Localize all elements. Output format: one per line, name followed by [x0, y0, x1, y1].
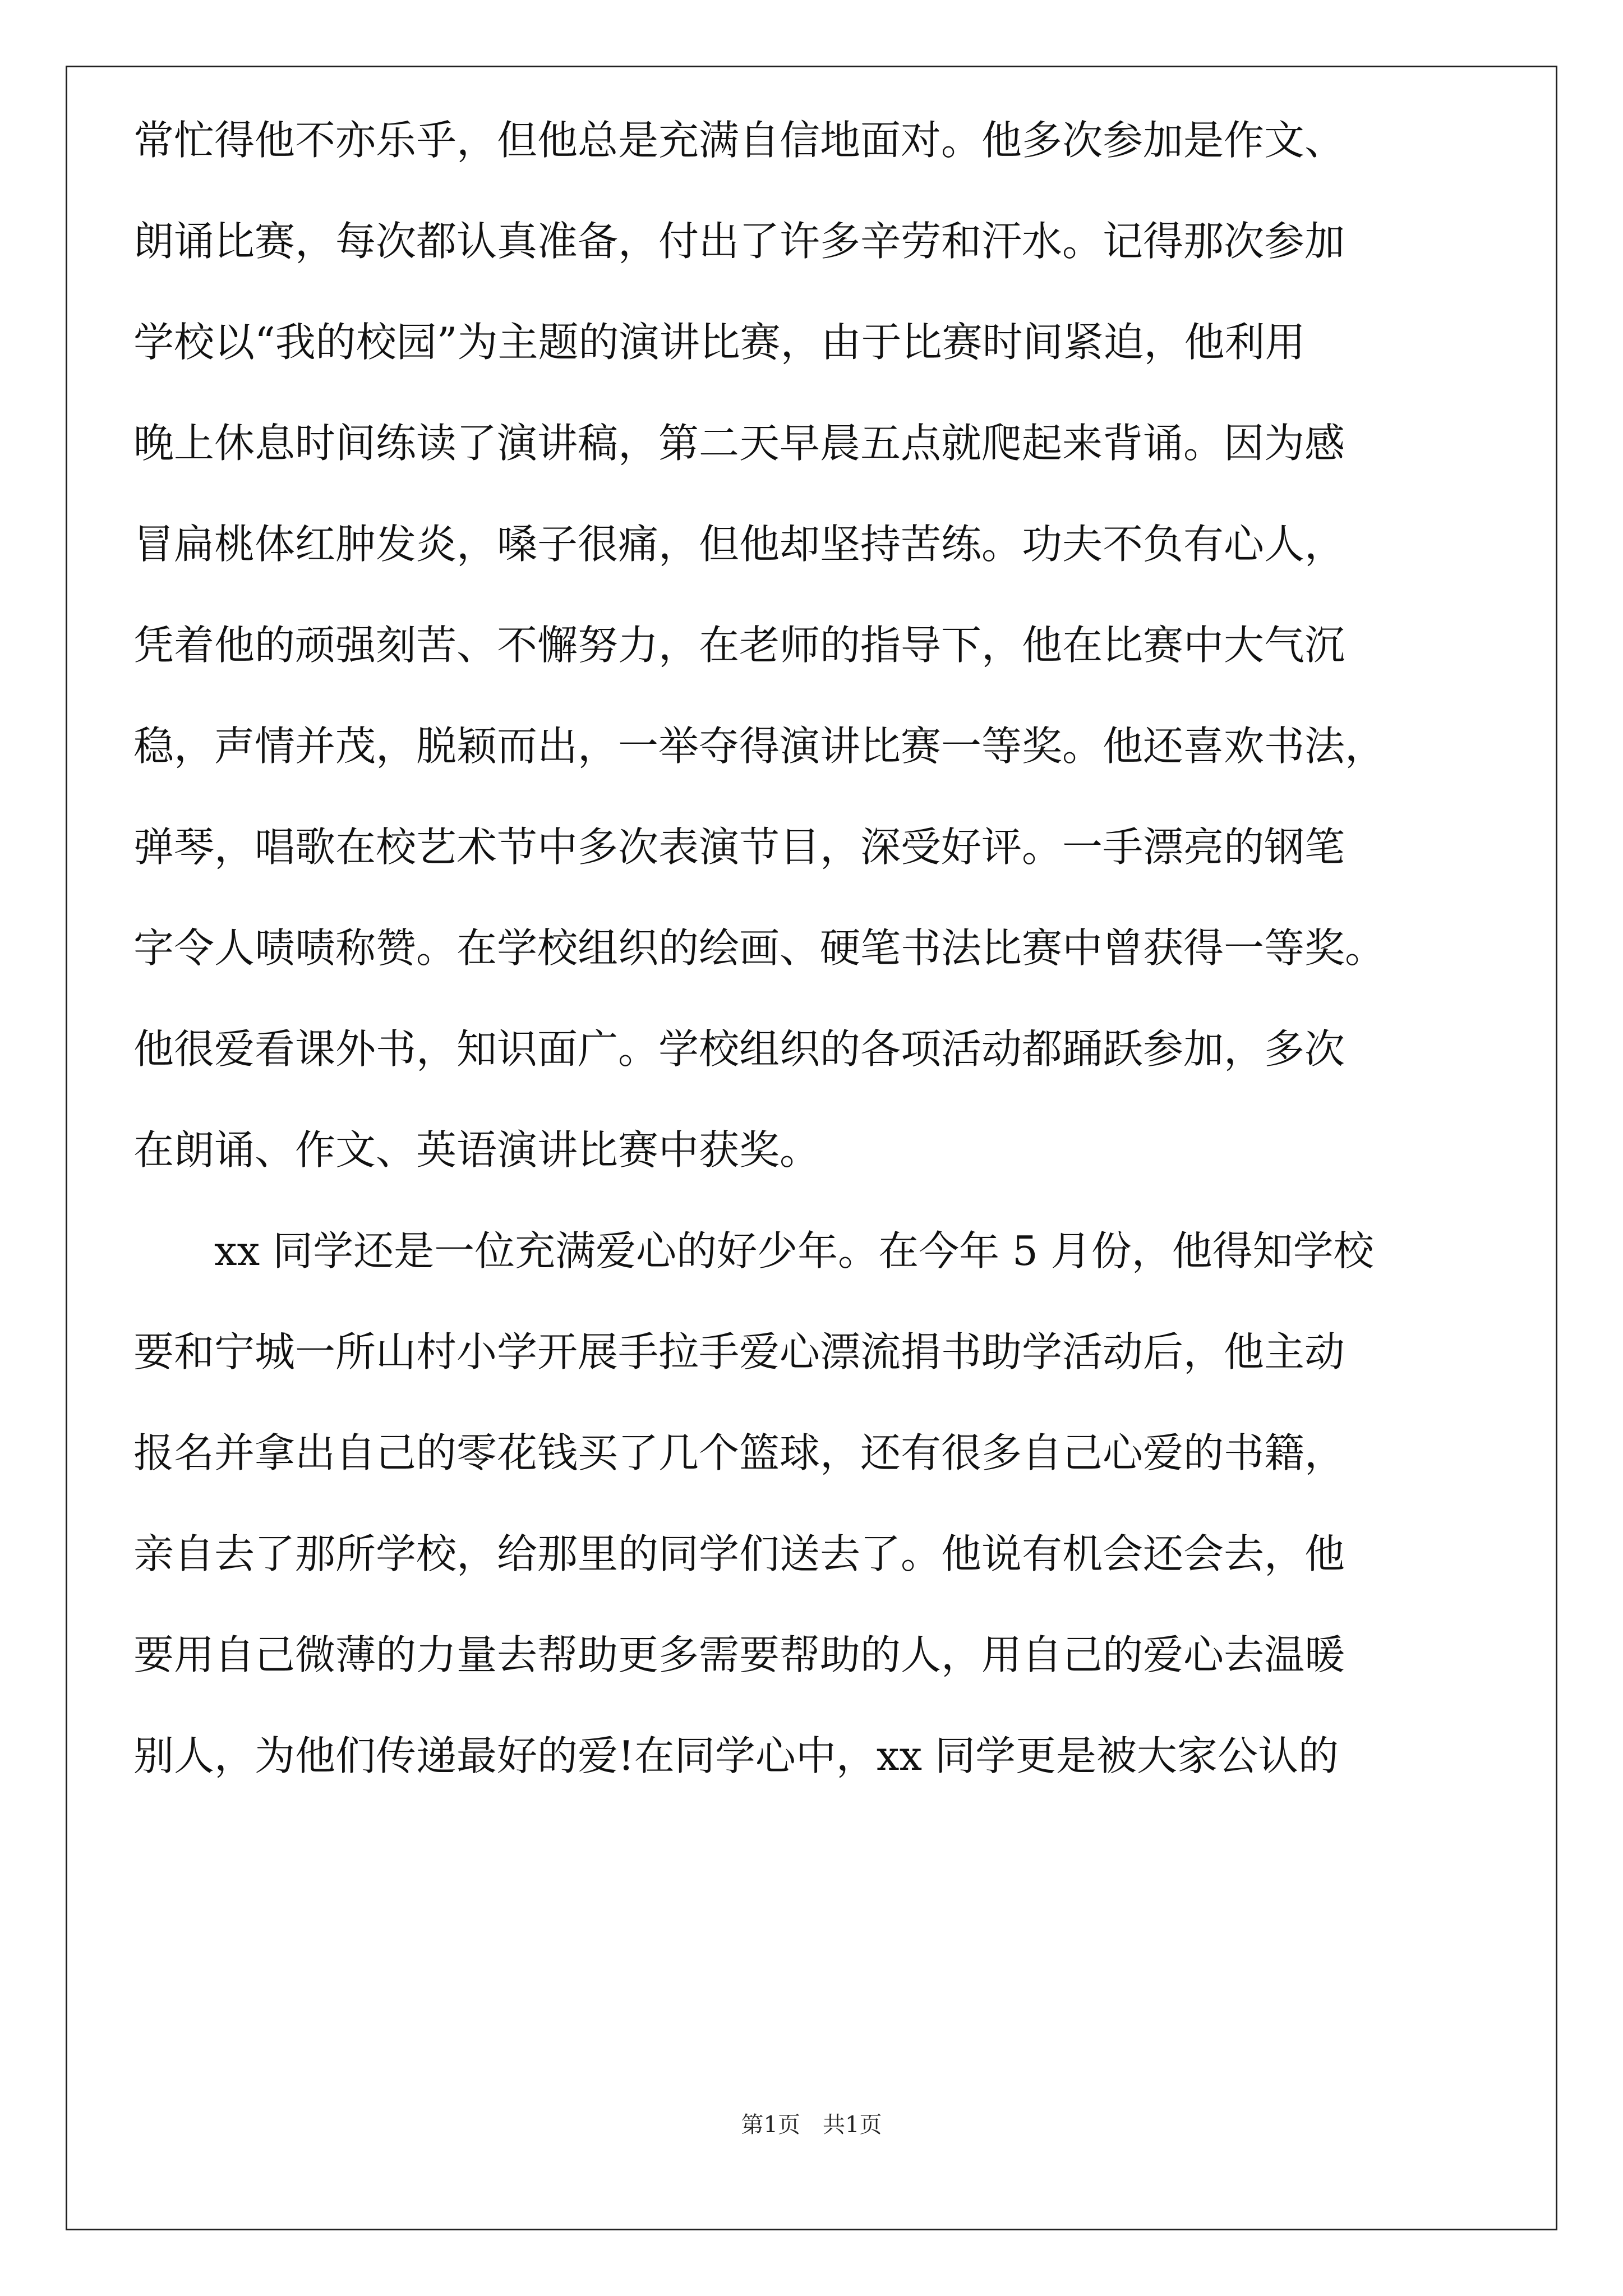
- text-line: 朗诵比赛，每次都认真准备，付出了许多辛劳和汗水。记得那次参加: [133, 218, 1345, 265]
- text-line: 弹琴，唱歌在校艺术节中多次表演节目，深受好评。一手漂亮的钢笔: [133, 823, 1345, 871]
- page-footer: 第1页 共1页: [741, 2112, 882, 2138]
- text-line: 在朗诵、作文、英语演讲比赛中获奖。: [133, 1126, 820, 1174]
- text-line: 晚上休息时间练读了演讲稿，第二天早晨五点就爬起来背诵。因为感: [133, 420, 1345, 467]
- text-line: 要和宁城一所山村小学开展手拉手爱心漂流捐书助学活动后，他主动: [133, 1328, 1345, 1375]
- text-line: 字令人啧啧称赞。在学校组织的绘画、硬笔书法比赛中曾获得一等奖。: [133, 924, 1386, 972]
- text-line: 凭着他的顽强刻苦、不懈努力，在老师的指导下，他在比赛中大气沉: [133, 622, 1345, 669]
- text-line: 报名并拿出自己的零花钱买了几个篮球，还有很多自己心爱的书籍，: [133, 1429, 1345, 1476]
- text-line: 要用自己微薄的力量去帮助更多需要帮助的人，用自己的爱心去温暖: [133, 1631, 1345, 1678]
- text-line: 冒扁桃体红肿发炎，嗓子很痛，但他却坚持苦练。功夫不负有心人，: [133, 521, 1345, 568]
- text-line: 常忙得他不亦乐乎，但他总是充满自信地面对。他多次参加是作文、: [133, 117, 1345, 164]
- text-line: 他很爱看课外书，知识面广。学校组织的各项活动都踊跃参加，多次: [133, 1025, 1345, 1073]
- text-line: 稳，声情并茂，脱颖而出，一举夺得演讲比赛一等奖。他还喜欢书法，: [133, 723, 1386, 770]
- text-line: 学校以“我的校园”为主题的演讲比赛，由于比赛时间紧迫，他利用: [133, 319, 1306, 366]
- text-line: 亲自去了那所学校，给那里的同学们送去了。他说有机会还会去，他: [133, 1530, 1345, 1577]
- text-line: 别人，为他们传递最好的爱!在同学心中，xx 同学更是被大家公认的: [133, 1732, 1339, 1779]
- paragraph-first-line: xx 同学还是一位充满爱心的好少年。在今年 5 月份，他得知学校: [214, 1227, 1374, 1274]
